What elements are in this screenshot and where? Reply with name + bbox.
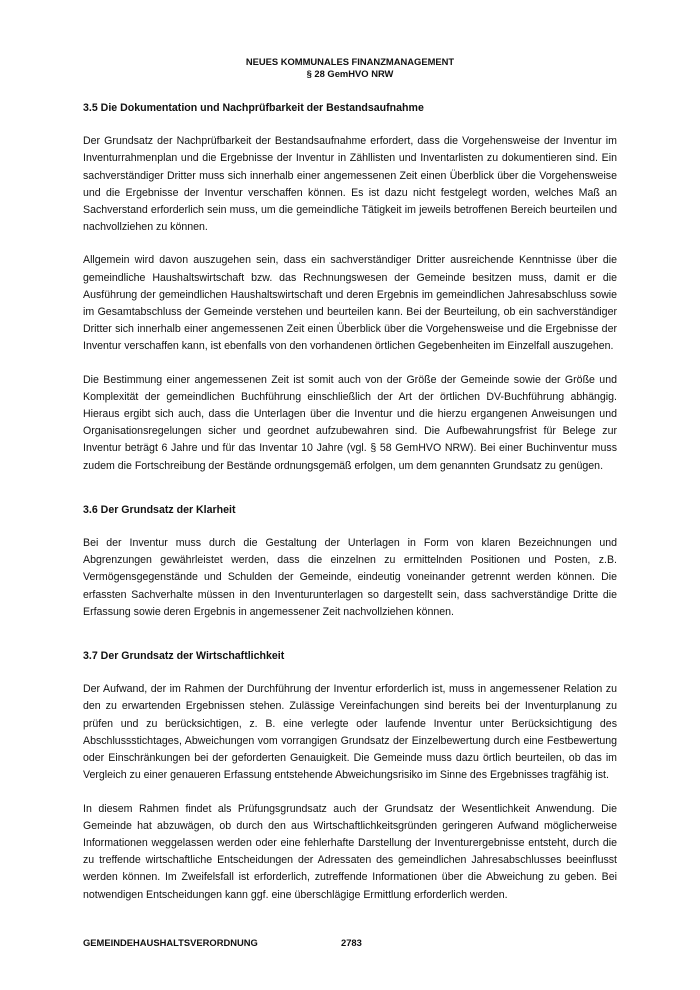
- paragraph: Die Bestimmung einer angemessenen Zeit ist somit auch von der Größe der Gemeinde sowie der Größe und Komplexität der gemeindlichen Buchführung einschließlich der Art der örtlichen DV-Buchführung abhängig. Hieraus ergibt sich auch, dass die Unterlagen über die Inventur und die hierzu ergangenen Anweisungen und Organisationsregelungen sicher und geordnet aufzubewahren sind. Die Aufbewahrungsfrist für Belege zur Inventur beträgt 6 Jahre und für das Inventar 10 Jahre (vgl. § 58 GemHVO NRW). Bei einer Buchinventur muss zudem die Fortschreibung der Bestände ordnungsgemäß erfolgen, um dem genannten Grundsatz zu genügen.: [83, 373, 617, 472]
- header-subtitle: § 28 GemHVO NRW: [306, 68, 394, 79]
- paragraph: In diesem Rahmen findet als Prüfungsgrundsatz auch der Grundsatz der Wesentlichkeit Anwendung. Die Gemeinde hat abzuwägen, ob durch den aus Wirtschaftlichkeitsgründen geringeren Aufwand möglicherweise Informationen weggelassen werden oder eine fehlerhafte Darstellung der Inventurergebnisse entsteht, durch die zu treffende wirtschaftliche Entscheidungen der Adressaten des gemeindlichen Jahresabschlusses beeinflusst werden können. Im Zweifelsfall ist erforderlich, zutreffende Informationen über die Abweichung zu geben. Bei notwendigen Entscheidungen kann ggf. eine überschlägige Ermittlung erforderlich werden.: [83, 802, 617, 901]
- paragraph: Allgemein wird davon auszugehen sein, dass ein sachverständiger Dritter ausreichende Kenntnisse über die gemeindliche Haushaltswirtschaft bzw. das Rechnungswesen der Gemeinde besitzen muss, damit er die Ausführung der gemeindlichen Haushaltswirtschaft und deren Ergebnis im gemeindlichen Jahresabschluss sowie im Gesamtabschluss der Gemeinde verstehen und beurteilen kann. Bei der Beurteilung, ob ein sachverständiger Dritter sich innerhalb einer angemessenen Zeit einen Überblick über die Vorgehensweise und die Ergebnisse der Inventur verschaffen kann, ist ebenfalls von den vorhandenen örtlichen Gegebenheiten im Einzelfall auszugehen.: [83, 254, 617, 353]
- paragraph: Der Aufwand, der im Rahmen der Durchführung der Inventur erforderlich ist, muss in angemessener Relation zu den zu erwartenden Ergebnissen stehen. Zulässige Vereinfachungen sind bereits bei der Inventurplanung zu prüfen und zu berücksichtigen, z. B. eine verlegte oder laufende Inventur unter Berücksichtigung des Abschlussstichtages, Abweichungen vom vorrangigen Grundsatz der Einzelbewertung durch eine Festbewertung oder Einschränkungen bei der geforderten Genauigkeit. Die Gemeinde muss dazu örtlich beurteilen, ob das im Vergleich zu einer genaueren Erfassung entstehende Abweichungsrisiko im Sinne des Ergebnisses tragfähig ist.: [83, 683, 617, 782]
- header-title: NEUES KOMMUNALES FINANZMANAGEMENT: [245, 56, 455, 67]
- document-body: [83, 100, 617, 904]
- section-heading-3-6: 3.6 Der Grundsatz der Klarheit: [83, 503, 236, 516]
- footer-title: GEMEINDEHAUSHALTSVERORDNUNG: [83, 937, 258, 948]
- running-header: [0, 56, 700, 80]
- section-heading-3-5: 3.5 Die Dokumentation und Nachprüfbarkeit der Bestandsaufnahme: [83, 102, 424, 114]
- section-heading-3-7: 3.7 Der Grundsatz der Wirtschaftlichkeit: [83, 650, 285, 663]
- page-number: 2783: [341, 937, 362, 948]
- paragraph: Bei der Inventur muss durch die Gestaltung der Unterlagen in Form von klaren Bezeichnungen und Abgrenzungen gewährleistet werden, dass die einzelnen zu ermittelnden Positionen und Posten, z.B. Vermögensgegenstände und Schulden der Gemeinde, eindeutig voneinander getrennt werden können. Die erfassten Sachverhalte müssen in den Inventurunterlagen so dargestellt sein, dass sachverständige Dritte die Erfassung sowie deren Ergebnis in angemessener Zeit nachvollziehen können.: [83, 537, 617, 618]
- paragraph: Der Grundsatz der Nachprüfbarkeit der Bestandsaufnahme erfordert, dass die Vorgehensweise der Inventur im Inventurrahmenplan und die Ergebnisse der Inventur in Zähllisten und Inventarlisten zu dokumentieren sind. Ein sachverständiger Dritter muss sich innerhalb einer angemessenen Zeit einen Überblick über die Vorgehensweise und die Ergebnisse der Inventur verschaffen können. Es ist dazu nicht festgelegt worden, welches Maß an Sachverstand erforderlich sein muss, um die gemeindliche Tätigkeit im jeweils betroffenen Bereich beurteilen und nachvollziehen zu können.: [83, 135, 617, 234]
